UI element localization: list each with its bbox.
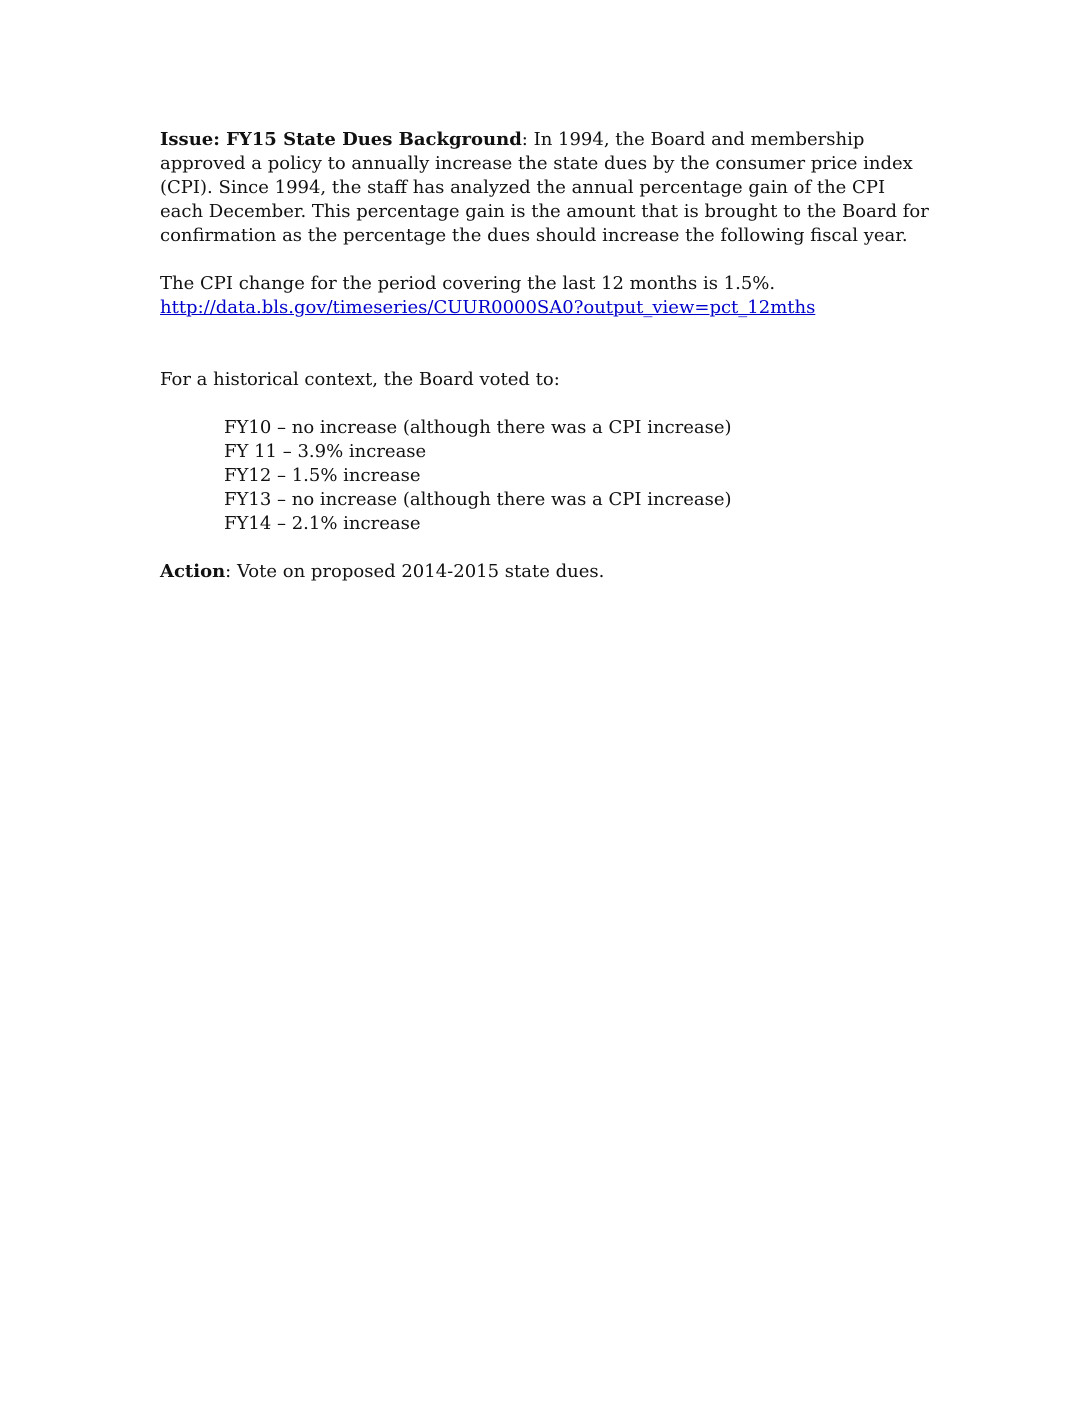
issue-text: : In 1994, the Board and membership approved a policy to annually increase the state dues by the consumer price index (CPI). Since 1994, the staff has analyzed the annual percentage gain of the CPI each December. This percentage gain is the amount that is brought to the Board for confirmation as the percentage the dues should increase the following fiscal year.: [160, 129, 929, 246]
history-list: [224, 416, 930, 536]
history-item-fy13: FY13 – no increase (although there was a CPI increase): [224, 489, 732, 510]
action-label: Action: [160, 561, 226, 582]
cpi-change-text: The CPI change for the period covering the last 12 months is 1.5%.: [160, 273, 776, 294]
history-item-fy12: FY12 – 1.5% increase: [224, 465, 421, 486]
cpi-block: [160, 272, 930, 320]
action-text: : Vote on proposed 2014-2015 state dues.: [225, 561, 605, 582]
history-item-fy11: FY 11 – 3.9% increase: [224, 441, 427, 462]
action-paragraph: [160, 560, 930, 584]
issue-paragraph: [160, 128, 930, 248]
document-body: [160, 128, 930, 584]
bls-data-link[interactable]: http://data.bls.gov/timeseries/CUUR0000SA0?output_view=pct_12mths: [160, 297, 816, 318]
history-intro: For a historical context, the Board voted to:: [160, 369, 560, 390]
history-item-fy14: FY14 – 2.1% increase: [224, 513, 421, 534]
issue-label: Issue: FY15 State Dues Background: [160, 129, 522, 150]
history-item-fy10: FY10 – no increase (although there was a CPI increase): [224, 417, 732, 438]
